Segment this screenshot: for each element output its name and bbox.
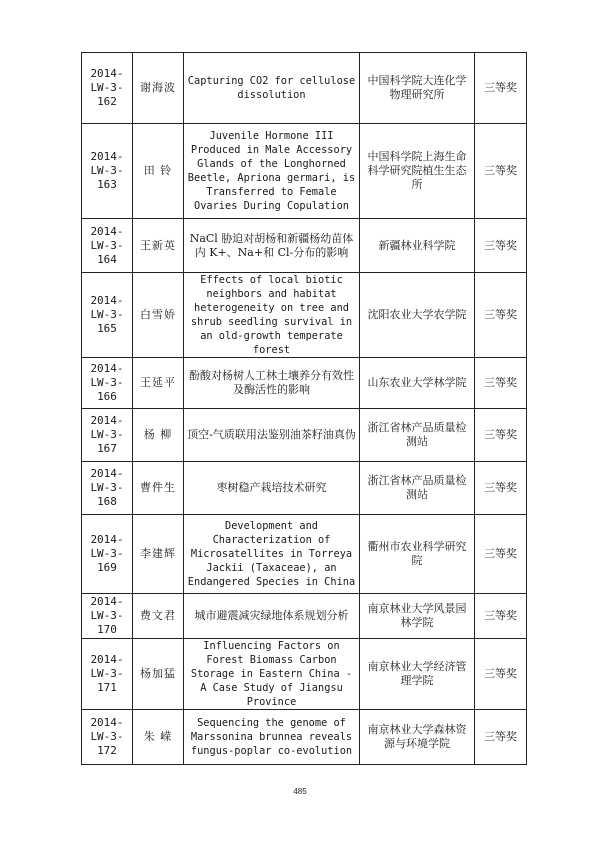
award-id: 2014-LW-3-167: [82, 409, 133, 462]
award-id: 2014-LW-3-164: [82, 219, 133, 273]
paper-title: Sequencing the genome of Marssonina brunnea reveals fungus-poplar co-evolution: [184, 710, 360, 765]
prize-level: 三等奖: [475, 710, 527, 765]
award-id: 2014-LW-3-169: [82, 515, 133, 594]
award-id: 2014-LW-3-170: [82, 594, 133, 639]
institution: 中国科学院大连化学物理研究所: [360, 53, 475, 124]
prize-level: 三等奖: [475, 409, 527, 462]
paper-title: Effects of local biotic neighbors and habitat heterogeneity on tree and shrub seedling survival in an old-growth temperate forest: [184, 273, 360, 358]
award-id: 2014-LW-3-162: [82, 53, 133, 124]
institution: 浙江省林产品质量检测站: [360, 462, 475, 515]
prize-level: 三等奖: [475, 53, 527, 124]
table-row: [82, 710, 527, 765]
award-id: 2014-LW-3-166: [82, 358, 133, 409]
recipient-name: 田 铃: [133, 124, 184, 219]
paper-title: Influencing Factors on Forest Biomass Carbon Storage in Eastern China - A Case Study of Jiangsu Province: [184, 639, 360, 710]
awards-table: [81, 52, 527, 765]
institution: 南京林业大学经济管理学院: [360, 639, 475, 710]
paper-title: 枣树稳产栽培技术研究: [184, 462, 360, 515]
paper-title: 城市避震减灾绿地体系规划分析: [184, 594, 360, 639]
paper-title: Development and Characterization of Microsatellites in Torreya Jackii (Taxaceae), an Endangered Species in China: [184, 515, 360, 594]
institution: 南京林业大学风景园林学院: [360, 594, 475, 639]
institution: 沈阳农业大学农学院: [360, 273, 475, 358]
recipient-name: 李建辉: [133, 515, 184, 594]
table-row: [82, 409, 527, 462]
prize-level: 三等奖: [475, 594, 527, 639]
award-id: 2014-LW-3-168: [82, 462, 133, 515]
table-row: [82, 219, 527, 273]
page-number: 485: [293, 787, 307, 796]
award-id: 2014-LW-3-165: [82, 273, 133, 358]
paper-title: Juvenile Hormone III Produced in Male Accessory Glands of the Longhorned Beetle, Apriona germari, is Transferred to Female Ovaries During Copulation: [184, 124, 360, 219]
prize-level: 三等奖: [475, 515, 527, 594]
recipient-name: 王延平: [133, 358, 184, 409]
recipient-name: 谢海波: [133, 53, 184, 124]
award-id: 2014-LW-3-163: [82, 124, 133, 219]
prize-level: 三等奖: [475, 639, 527, 710]
prize-level: 三等奖: [475, 462, 527, 515]
recipient-name: 费文君: [133, 594, 184, 639]
recipient-name: 白雪娇: [133, 273, 184, 358]
institution: 山东农业大学林学院: [360, 358, 475, 409]
paper-title: Capturing CO2 for cellulose dissolution: [184, 53, 360, 124]
table-row: [82, 273, 527, 358]
table-row: [82, 124, 527, 219]
recipient-name: 朱 嵘: [133, 710, 184, 765]
table-row: [82, 515, 527, 594]
prize-level: 三等奖: [475, 124, 527, 219]
recipient-name: 杨 柳: [133, 409, 184, 462]
table-row: [82, 639, 527, 710]
institution: 南京林业大学森林资源与环境学院: [360, 710, 475, 765]
award-id: 2014-LW-3-171: [82, 639, 133, 710]
paper-title: NaCl 胁迫对胡杨和新疆杨幼苗体内 K+、Na+和 Cl-分布的影响: [184, 219, 360, 273]
recipient-name: 杨加猛: [133, 639, 184, 710]
paper-title: 酚酸对杨树人工林土壤养分有效性及酶活性的影响: [184, 358, 360, 409]
recipient-name: 王新英: [133, 219, 184, 273]
institution: 新疆林业科学院: [360, 219, 475, 273]
table-row: [82, 462, 527, 515]
table-row: [82, 358, 527, 409]
prize-level: 三等奖: [475, 358, 527, 409]
table-row: [82, 53, 527, 124]
institution: 衢州市农业科学研究院: [360, 515, 475, 594]
institution: 浙江省林产品质量检测站: [360, 409, 475, 462]
recipient-name: 曹件生: [133, 462, 184, 515]
table-row: [82, 594, 527, 639]
paper-title: 顶空-气质联用法鉴别油茶籽油真伪: [184, 409, 360, 462]
institution: 中国科学院上海生命科学研究院植生生态所: [360, 124, 475, 219]
prize-level: 三等奖: [475, 273, 527, 358]
prize-level: 三等奖: [475, 219, 527, 273]
award-id: 2014-LW-3-172: [82, 710, 133, 765]
